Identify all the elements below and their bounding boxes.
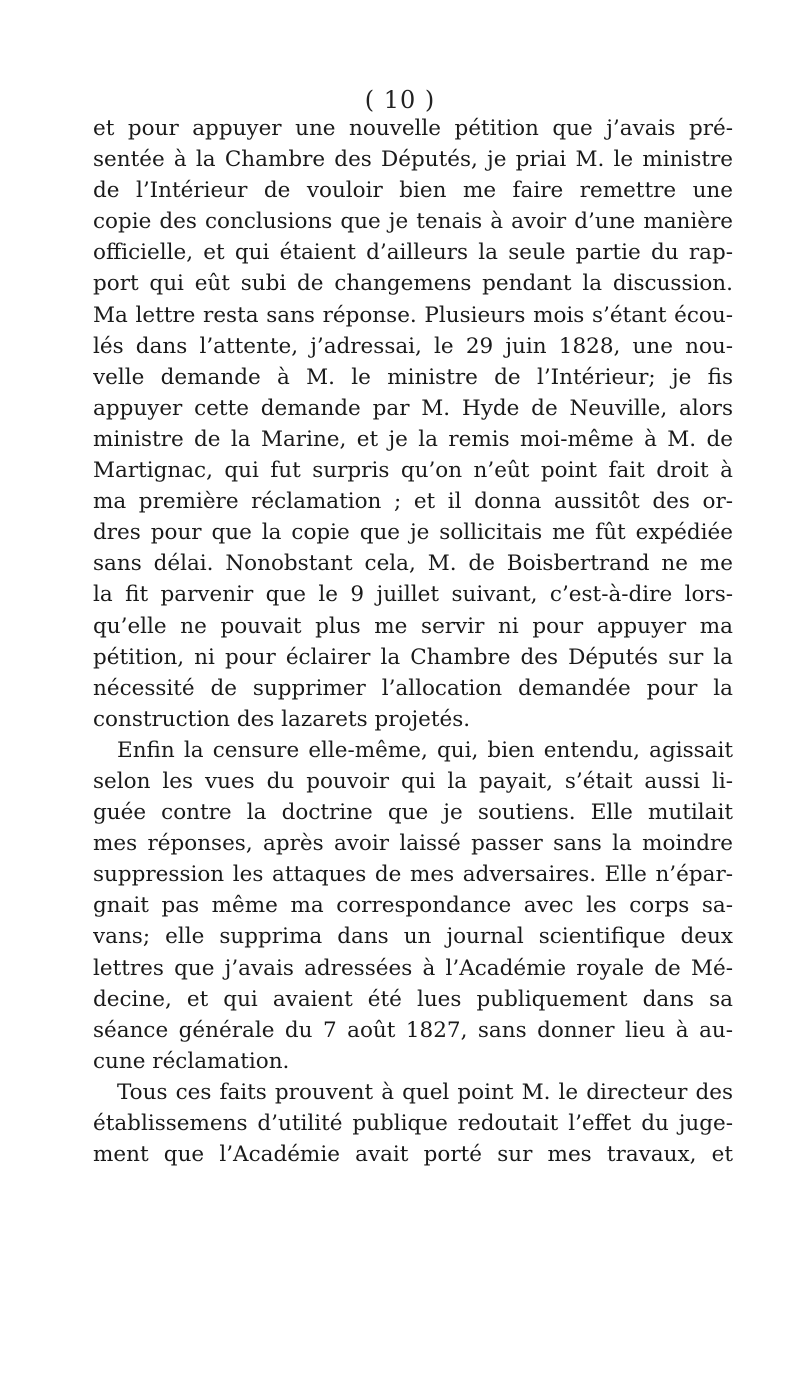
text-line: séance générale du 7 août 1827, sans donner lieu à au- [93, 1017, 733, 1043]
text-line: officielle, et qui étaient d’ailleurs la seule partie du rap- [93, 240, 733, 266]
text-line: Martignac, qui fut surpris qu’on n’eût point fait droit à [93, 458, 733, 484]
text-line: et pour appuyer une nouvelle pétition que j’avais pré- [93, 116, 733, 141]
text-line: vans; elle supprima dans un journal scientifique deux [93, 924, 733, 950]
text-line: qu’elle ne pouvait plus me servir ni pour appuyer ma [93, 613, 733, 639]
text-line: ma première réclamation ; et il donna aussitôt des or- [93, 489, 733, 515]
text-line: mes réponses, après avoir laissé passer sans la moindre [93, 831, 733, 857]
text-line: ment que l’Académie avait porté sur mes travaux, et [93, 1142, 733, 1168]
body-text [93, 113, 733, 1170]
text-line: gnait pas même ma correspondance avec les corps sa- [93, 893, 733, 919]
page-number: ( 10 ) [364, 86, 436, 114]
text-line: appuyer cette demande par M. Hyde de Neuville, alors [93, 395, 733, 421]
text-line: sentée à la Chambre des Députés, je priai M. le ministre [93, 147, 733, 173]
text-line: decine, et qui avaient été lues publiquement dans sa [93, 986, 733, 1012]
text-line: construction des lazarets projetés. [93, 706, 471, 732]
text-line: la fit parvenir que le 9 juillet suivant, c’est-à-dire lors- [93, 582, 733, 608]
text-line: ministre de la Marine, et je la remis moi-même à M. de [93, 426, 733, 452]
text-line: établissemens d’utilité publique redoutait l’effet du juge- [93, 1111, 733, 1136]
text-line: pétition, ni pour éclairer la Chambre des Députés sur la [93, 644, 733, 670]
text-line: cune réclamation. [93, 1048, 290, 1074]
text-line: Ma lettre resta sans réponse. Plusieurs mois s’étant écou- [93, 302, 733, 328]
text-line: suppression les attaques de mes adversaires. Elle n’épar- [93, 862, 733, 888]
text-line: velle demande à M. le ministre de l’Intérieur; je fis [93, 364, 733, 390]
text-line: lettres que j’avais adressées à l’Académie royale de Mé- [93, 955, 733, 981]
text-line: Tous ces faits prouvent à quel point M. le directeur des [117, 1079, 733, 1105]
text-line: nécessité de supprimer l’allocation demandée pour la [93, 675, 733, 701]
text-line: port qui eût subi de changemens pendant la discussion. [93, 271, 733, 297]
text-line: Enfin la censure elle-même, qui, bien entendu, agissait [117, 737, 733, 763]
text-line: copie des conclusions que je tenais à avoir d’une manière [93, 209, 733, 235]
text-line: sans délai. Nonobstant cela, M. de Boisbertrand ne me [93, 551, 733, 577]
text-line: selon les vues du pouvoir qui la payait, s’était aussi li- [93, 768, 733, 794]
text-line: dres pour que la copie que je sollicitais me fût expédiée [93, 520, 733, 546]
text-line: guée contre la doctrine que je soutiens. Elle mutilait [93, 800, 733, 826]
text-line: de l’Intérieur de vouloir bien me faire remettre une [93, 178, 733, 204]
text-line: lés dans l’attente, j’adressai, le 29 juin 1828, une nou- [93, 333, 733, 359]
